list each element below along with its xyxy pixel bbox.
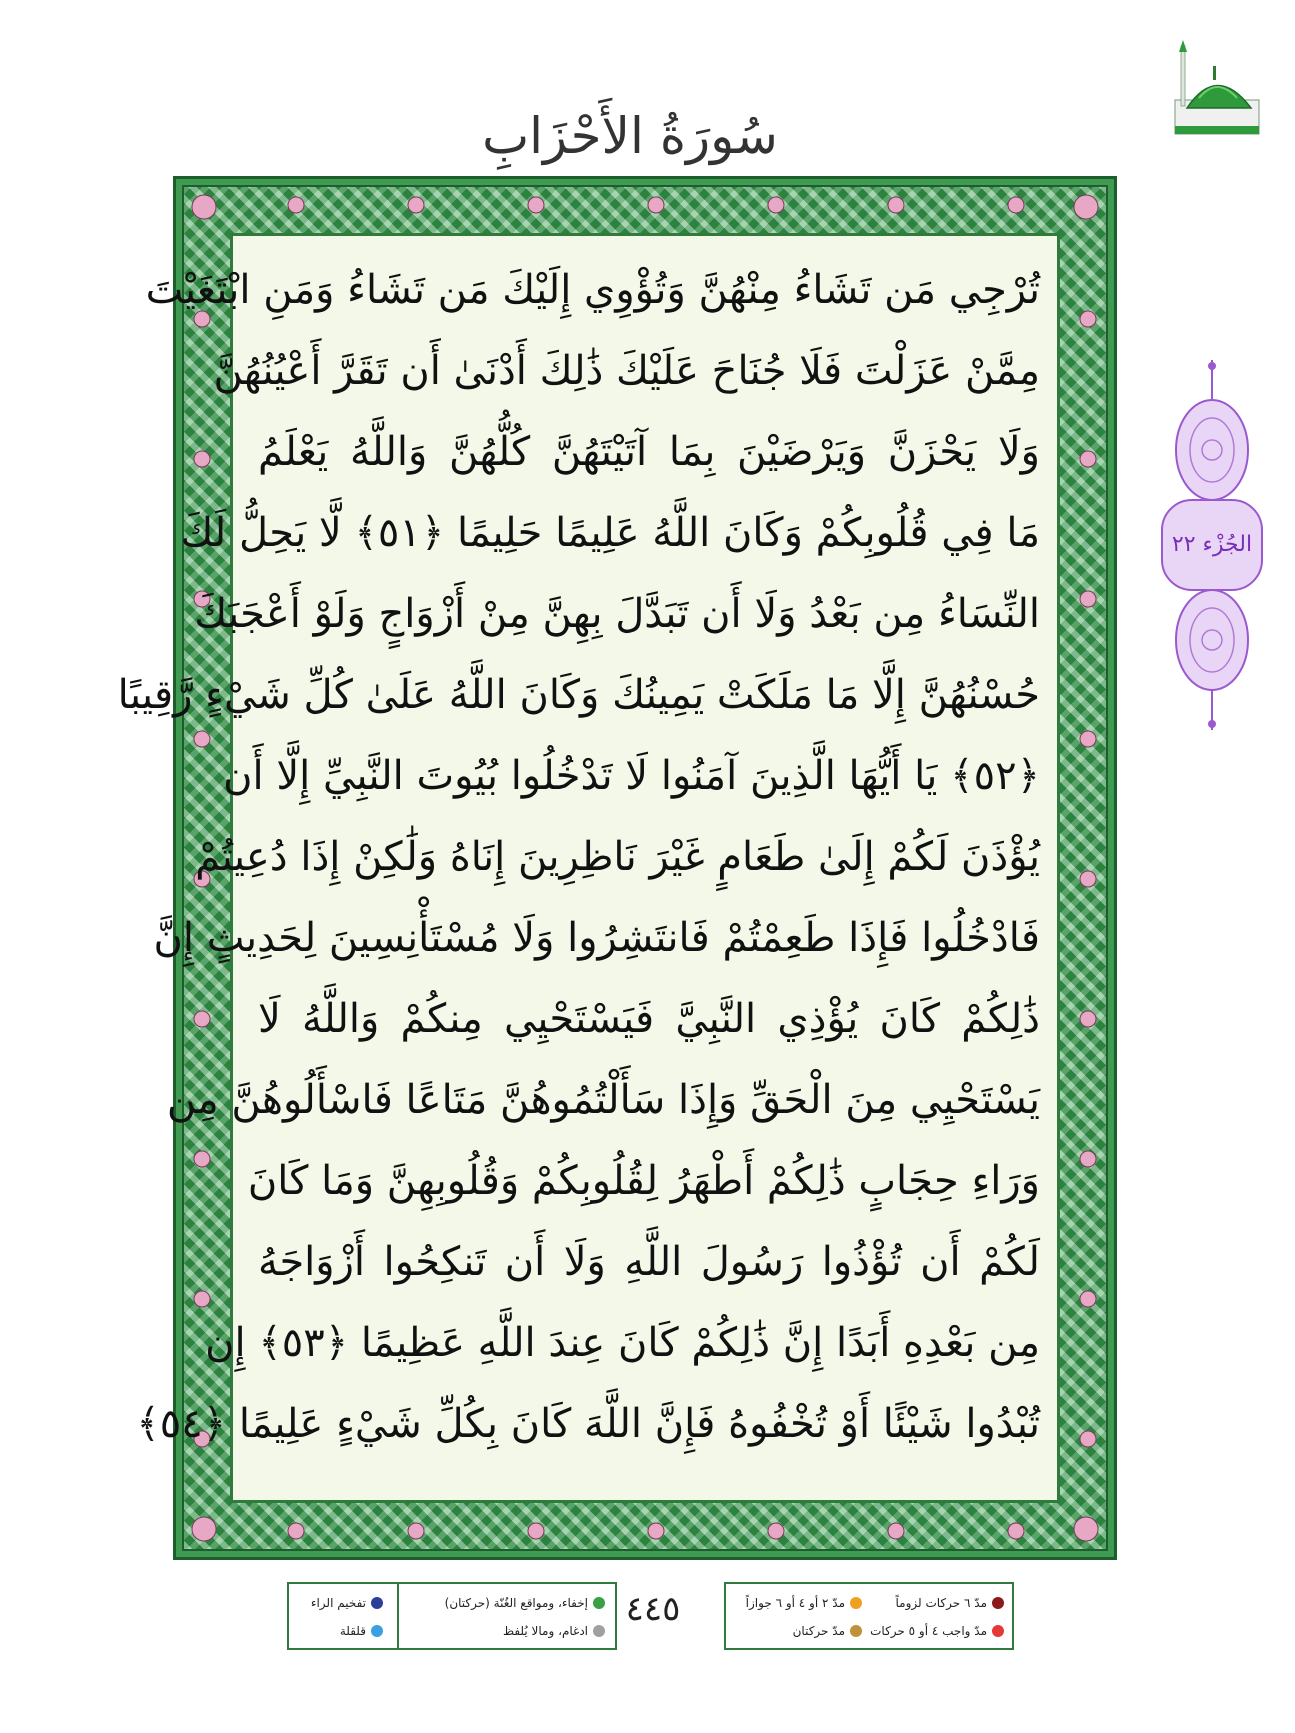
verse-line: ذَٰلِكُمْ كَانَ يُؤْذِي النَّبِيَّ فَيَسْتَحْيِي مِنكُمْ وَاللَّهُ لَا <box>258 996 1040 1042</box>
verse-line: مِن بَعْدِهِ أَبَدًا إِنَّ ذَٰلِكُمْ كَانَ عِندَ اللَّهِ عَظِيمًا ﴿٥٣﴾ إِن <box>205 1320 1040 1366</box>
legend-item-ikhfa <box>445 1592 605 1614</box>
legend-item-madd246 <box>746 1592 862 1614</box>
verse-line: حُسْنُهُنَّ إِلَّا مَا مَلَكَتْ يَمِينُكَ وَكَانَ اللَّهُ عَلَىٰ كُلِّ شَيْءٍ رَّقِيبًا <box>117 672 1040 718</box>
legend-item-madd2 <box>793 1620 862 1642</box>
legend-item-qalqala <box>340 1620 383 1642</box>
juz-label: الجُزْء ٢٢ <box>1171 532 1253 557</box>
legend-label: قلقلة <box>339 1624 366 1638</box>
verse-line: ﴿٥٢﴾ يَا أَيُّهَا الَّذِينَ آمَنُوا لَا تَدْخُلُوا بُيُوتَ النَّبِيِّ إِلَّا أَن <box>223 753 1040 799</box>
qalqala-color-dot <box>371 1625 383 1637</box>
legend-label: ادغام، ومالا يُلفظ <box>502 1624 588 1638</box>
legend-label: تفخيم الراء <box>310 1596 366 1610</box>
legend-item-tafkhim <box>311 1592 383 1614</box>
tafkhim-color-dot <box>371 1597 383 1609</box>
verse-line: مِمَّنْ عَزَلْتَ فَلَا جُنَاحَ عَلَيْكَ ذَٰلِكَ أَدْنَىٰ أَن تَقَرَّ أَعْيُنُهُنَّ <box>213 348 1040 394</box>
surah-title: سُورَةُ الأَحْزَابِ <box>482 107 778 165</box>
verse-line: مَا فِي قُلُوبِكُمْ وَكَانَ اللَّهُ عَلِيمًا حَلِيمًا ﴿٥١﴾ لَّا يَحِلُّ لَكَ <box>180 510 1040 556</box>
idgham-color-dot <box>593 1625 605 1637</box>
madd6-color-dot <box>992 1597 1004 1609</box>
verse-line: وَلَا يَحْزَنَّ وَيَرْضَيْنَ بِمَا آتَيْتَهُنَّ كُلُّهُنَّ وَاللَّهُ يَعْلَمُ <box>258 429 1040 475</box>
legend-label: مدّ ٢ أو ٤ أو ٦ جوازاً <box>745 1596 845 1610</box>
legend-item-idgham <box>503 1620 605 1642</box>
page-number: ٤٤٥ <box>625 1589 681 1629</box>
legend-label: مدّ حركتان <box>792 1624 845 1638</box>
verse-line: تُبْدُوا شَيْئًا أَوْ تُخْفُوهُ فَإِنَّ اللَّهَ كَانَ بِكُلِّ شَيْءٍ عَلِيمًا ﴿٥٤﴾ <box>136 1401 1040 1447</box>
verse-line: يَسْتَحْيِي مِنَ الْحَقِّ وَإِذَا سَأَلْتُمُوهُنَّ مَتَاعًا فَاسْأَلُوهُنَّ مِن <box>166 1077 1040 1123</box>
tajweed-legend-right <box>724 1582 1014 1650</box>
verse-line: لَكُمْ أَن تُؤْذُوا رَسُولَ اللَّهِ وَلَا أَن تَنكِحُوا أَزْوَاجَهُ <box>258 1239 1040 1285</box>
verse-line: يُؤْذَنَ لَكُمْ إِلَىٰ طَعَامٍ غَيْرَ نَاظِرِينَ إِنَاهُ وَلَٰكِنْ إِذَا دُعِيتُمْ <box>195 834 1040 880</box>
verse-line: فَادْخُلُوا فَإِذَا طَعِمْتُمْ فَانتَشِرُوا وَلَا مُسْتَأْنِسِينَ لِحَدِيثٍ إِنَّ <box>153 915 1040 961</box>
madd45-color-dot <box>992 1625 1004 1637</box>
verse-lines <box>117 250 1040 1465</box>
verse-line: وَرَاءِ حِجَابٍ ذَٰلِكُمْ أَطْهَرُ لِقُلُوبِكُمْ وَقُلُوبِهِنَّ وَمَا كَانَ <box>247 1158 1040 1204</box>
legend-item-madd45 <box>870 1620 1004 1642</box>
legend-label: مدّ ٦ حركات لزوماً <box>895 1596 987 1610</box>
madd246-color-dot <box>850 1597 862 1609</box>
legend-label: إخفاء، ومواقع الغُنّة (حركتان) <box>444 1596 588 1610</box>
verse-line: النِّسَاءُ مِن بَعْدُ وَلَا أَن تَبَدَّلَ بِهِنَّ مِنْ أَزْوَاجٍ وَلَوْ أَعْجَبَكَ <box>194 591 1040 637</box>
tajweed-legend-left <box>287 1582 617 1650</box>
legend-label: مدّ واجب ٤ أو ٥ حركات <box>870 1624 987 1638</box>
madd2-color-dot <box>850 1625 862 1637</box>
legend-item-madd6 <box>896 1592 1005 1614</box>
verse-line: تُرْجِي مَن تَشَاءُ مِنْهُنَّ وَتُؤْوِي إِلَيْكَ مَن تَشَاءُ وَمَنِ ابْتَغَيْتَ <box>145 267 1040 313</box>
ikhfa-color-dot <box>593 1597 605 1609</box>
legend-divider <box>397 1584 399 1648</box>
mosque-dome-icon <box>1165 38 1265 138</box>
